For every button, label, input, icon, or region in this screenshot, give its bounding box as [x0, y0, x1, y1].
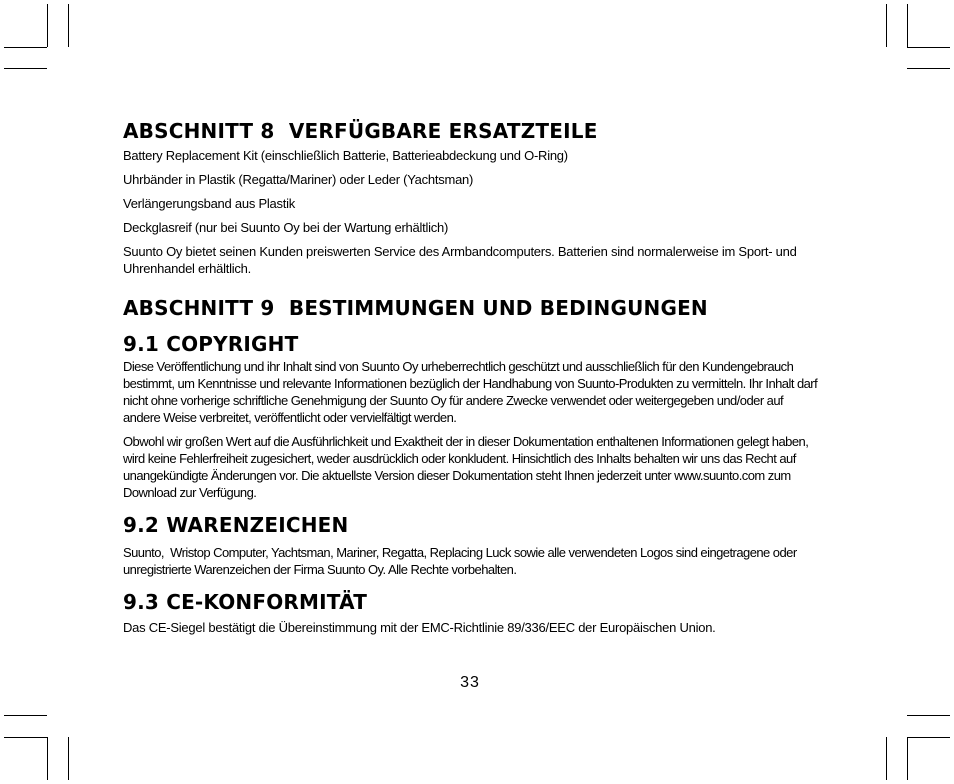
ce-heading: 9.3 CE-KONFORMITÄT: [123, 590, 368, 614]
spare-part-item: Verlängerungsband aus Plastik: [123, 196, 295, 211]
crop-mark: [4, 715, 47, 716]
spare-part-item: Deckglasreif (nur bei Suunto Oy bei der Wartung erhältlich): [123, 220, 449, 235]
service-note: Suunto Oy bietet seinen Kunden preiswerten Service des Armbandcomputers. Batterien sind normalerweise im Sport- und Uhrenhandel erhältlich.: [123, 244, 797, 276]
crop-mark: [47, 4, 48, 47]
copyright-paragraph: Obwohl wir großen Wert auf die Ausführlichkeit und Exaktheit der in dieser Dokumentation enthaltenen Informationen gelegt haben, wird keine Fehlerfreiheit zugesichert, weder ausdrücklich oder konkludent. Hinsichtlich des Inhalts behalten wir uns das Recht auf unangekündigte Änderungen vor. Die aktuellste Version dieser Dokumentation steht Ihnen jederzeit unter www.suunto.com zum Download zur Verfügung.: [123, 434, 809, 500]
crop-mark: [907, 4, 908, 47]
crop-mark: [68, 4, 69, 47]
copyright-paragraph: Diese Veröffentlichung und ihr Inhalt sind von Suunto Oy urheberrechtlich geschützt und ausschließlich für den Kundengebrauch bestimmt, um Kenntnisse und relevante Informationen bezüglich der Handhabung von Suunto-Produkten zu vermitteln. Ihr Inhalt darf nicht ohne vorherige schriftliche Genehmigung der Suunto Oy für andere Zwecke verwendet oder weitergegeben und/oder auf andere Weise verbreitet, veröffentlicht oder vervielfältigt werden.: [123, 359, 818, 425]
crop-mark: [907, 715, 950, 716]
trademarks-heading: 9.2 WARENZEICHEN: [123, 513, 349, 537]
crop-mark: [907, 737, 908, 780]
trademarks-paragraph: Suunto, Wristop Computer, Yachtsman, Mariner, Regatta, Replacing Luck sowie alle verwendeten Logos sind eingetragene oder unregistrierte Warenzeichen der Firma Suunto Oy. Alle Rechte vorbehalten.: [123, 545, 800, 577]
spare-part-item: Uhrbänder in Plastik (Regatta/Mariner) oder Leder (Yachtsman): [123, 172, 474, 187]
section-9-heading: ABSCHNITT 9 BESTIMMUNGEN UND BEDINGUNGEN: [123, 296, 708, 320]
crop-mark: [47, 737, 48, 780]
crop-mark: [4, 68, 47, 69]
crop-mark: [68, 737, 69, 780]
crop-mark: [4, 737, 47, 738]
page-number: 33: [460, 674, 480, 691]
section-8-heading: ABSCHNITT 8 VERFÜGBARE ERSATZTEILE: [123, 119, 598, 143]
crop-mark: [4, 47, 47, 48]
page-content: [123, 118, 819, 636]
spare-part-item: Battery Replacement Kit (einschließlich Batterie, Batterieabdeckung und O-Ring): [123, 148, 568, 163]
crop-mark: [907, 737, 950, 738]
copyright-heading: 9.1 COPYRIGHT: [123, 332, 299, 356]
crop-mark: [886, 4, 887, 47]
ce-paragraph: Das CE-Siegel bestätigt die Übereinstimmung mit der EMC-Richtlinie 89/336/EEC der Europäischen Union.: [123, 620, 716, 635]
crop-mark: [907, 68, 950, 69]
crop-mark: [886, 737, 887, 780]
crop-mark: [907, 47, 950, 48]
